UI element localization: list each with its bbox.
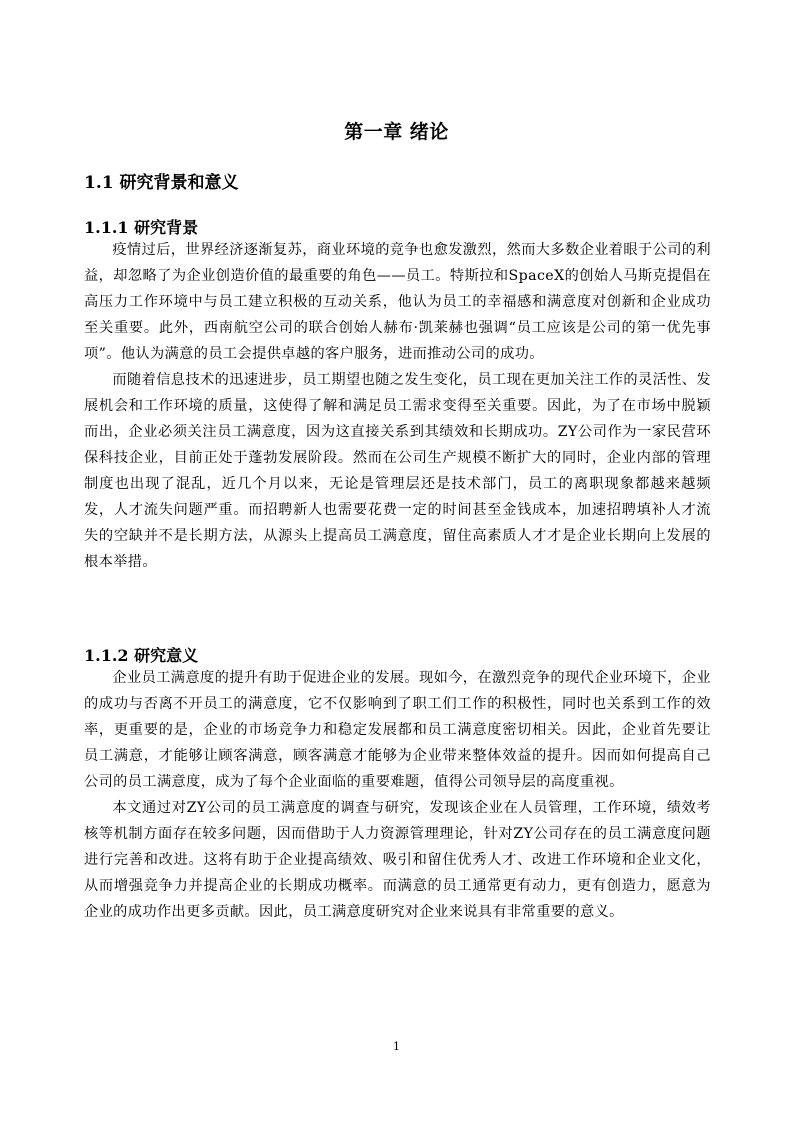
section-heading-1-1-2: 1.1.2 研究意义: [84, 646, 199, 665]
page-number: 1: [393, 1040, 400, 1053]
paragraph: 企业员工满意度的提升有助于促进企业的发展。现如今，在激烈竞争的现代企业环境下，企业的成功与否离不开员工的满意度，它不仅影响到了职工们工作的积极性，同时也关系到工作的效率，更重要的是，企业的市场竞争力和稳定发展都和员工满意度密切相关。因此，企业首先要让员工满意，才能够让顾客满意，顾客满意才能够为企业带来整体效益的提升。因而如何提高自己公司的员工满意度，成为了每个企业面临的重要难题，值得公司领导层的高度重视。: [84, 670, 711, 790]
chapter-title: 第一章 绪论: [344, 121, 449, 143]
section-heading-1-1: 1.1 研究背景和意义: [84, 173, 239, 193]
paragraph: 疫情过后，世界经济逐渐复苏，商业环境的竞争也愈发激烈，然而大多数企业着眼于公司的利益，却忽略了为企业创造价值的最重要的角色——员工。特斯拉和SpaceX的创始人马斯克提倡在高压力工作环境中与员工建立积极的互动关系，他认为员工的幸福感和满意度对创新和企业成功至关重要。此外，西南航空公司的联合创始人赫布·凯莱赫也强调“员工应该是公司的第一优先事项”。他认为满意的员工会提供卓越的客户服务，进而推动公司的成功。: [84, 242, 711, 362]
section-body-1-1-2: [84, 665, 711, 925]
paragraph: 本文通过对ZY公司的员工满意度的调查与研究，发现该企业在人员管理，工作环境，绩效考核等机制方面存在较多问题，因而借助于人力资源管理理论，针对ZY公司存在的员工满意度问题进行完善和改进。这将有助于企业提高绩效、吸引和留住优秀人才、改进工作环境和企业文化，从而增强竞争力并提高企业的长期成功概率。而满意的员工通常更有动力，更有创造力，愿意为企业的成功作出更多贡献。因此，员工满意度研究对企业来说具有非常重要的意义。: [84, 800, 711, 920]
section-heading-1-1-1: 1.1.1 研究背景: [84, 218, 199, 237]
paragraph: 而随着信息技术的迅速进步，员工期望也随之发生变化，员工现在更加关注工作的灵活性、发展机会和工作环境的质量，这使得了解和满足员工需求变得至关重要。因此，为了在市场中脱颖而出，企业必须关注员工满意度，因为这直接关系到其绩效和长期成功。ZY公司作为一家民营环保科技企业，目前正处于蓬勃发展阶段。然而在公司生产规模不断扩大的同时，企业内部的管理制度也出现了混乱，近几个月以来，无论是管理层还是技术部门，员工的离职现象都越来越频发，人才流失问题严重。而招聘新人也需要花费一定的时间甚至金钱成本，加速招聘填补人才流失的空缺并不是长期方法，从源头上提高员工满意度，留住高素质人才才是企业长期向上发展的根本举措。: [84, 372, 711, 570]
section-body-1-1-1: [84, 237, 711, 575]
